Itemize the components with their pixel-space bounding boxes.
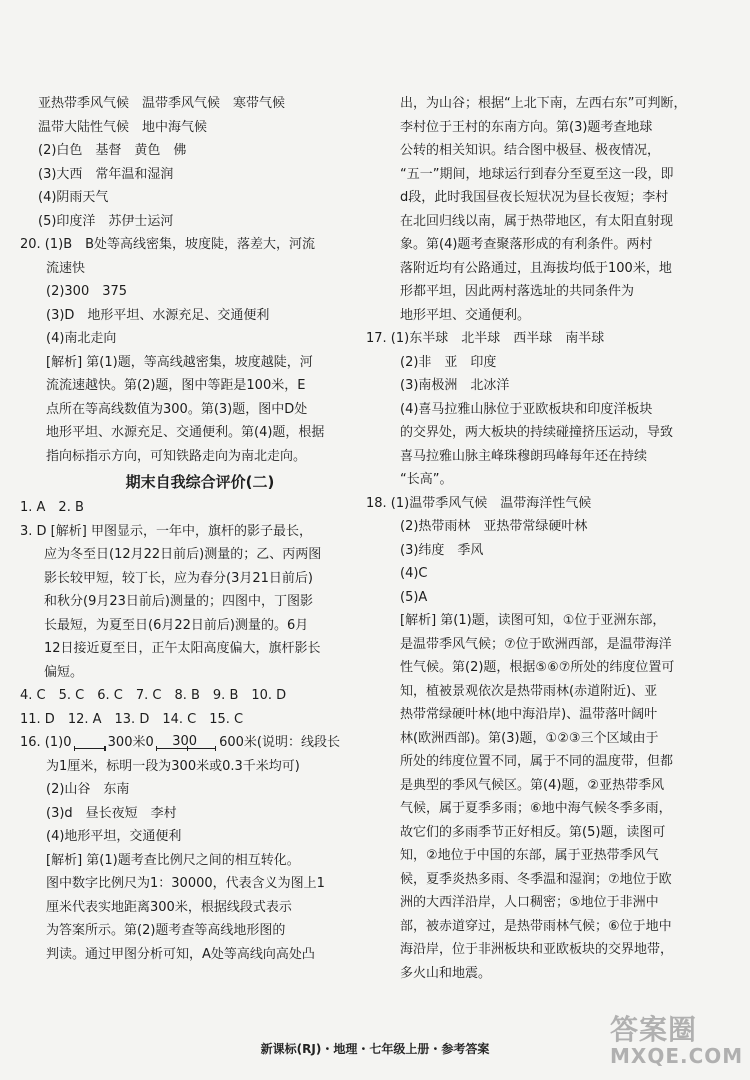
answer-line: (4)地形平坦，交通便利 <box>46 829 182 844</box>
analysis-line: 林(欧洲西部)。第(3)题，①②③三个区域由于 <box>400 730 659 746</box>
answer-line: (2)白色 基督 黄色 佛 <box>38 143 187 158</box>
answer-line: (2)热带雨林 亚热带常绿硬叶林 <box>400 519 588 534</box>
left-column <box>20 92 340 966</box>
answer-line: (3)大西 常年温和湿润 <box>38 166 174 182</box>
analysis-line: 洲的大西洋沿岸，人口稠密；⑤地位于非洲中 <box>400 895 659 910</box>
answer-line: (3)D 地形平坦、水源充足、交通便利 <box>46 307 270 323</box>
watermark-logo-text: 答案圈 <box>610 1013 698 1046</box>
analysis-line: 多火山和地震。 <box>400 965 492 981</box>
question-18-line: 18. (1)温带季风气候 温带海洋性气候 <box>366 495 592 511</box>
analysis-line: [解析] 第(1)题，读图可知，①位于亚洲东部， <box>400 613 666 628</box>
right-column <box>366 92 728 985</box>
answer-line: (4)C <box>400 566 428 581</box>
analysis-line: 图中数字比例尺为1：30000，代表含义为图上1 <box>46 876 325 891</box>
answer-line: 11. D 12. A 13. D 14. C 15. C <box>20 711 244 727</box>
scale-zero2-label: 0 <box>145 735 154 750</box>
answer-line: (3)d 昼长夜短 李村 <box>46 805 177 821</box>
answer-line: (2)非 亚 印度 <box>400 354 497 370</box>
analysis-line: 12日接近夏至日，正午太阳高度偏大，旗杆影长 <box>44 641 321 656</box>
analysis-line: 判读。通过甲图分析可知，A处等高线向高处凸 <box>46 946 315 962</box>
analysis-line: [解析] 第(1)题考查比例尺之间的相互转化。 <box>46 852 300 868</box>
analysis-line: 为答案所示。第(2)题考查等高线地形图的 <box>46 923 286 938</box>
section-title: 期末自我综合评价(二) <box>125 473 275 491</box>
numeric-scale-bar <box>74 737 106 749</box>
analysis-line: 故它们的多雨季节正好相反。第(5)题，读图可 <box>400 824 666 840</box>
answer-line: (2)山谷 东南 <box>46 782 130 797</box>
q16-prefix: 16. (1) <box>20 735 64 750</box>
watermark-url: MXQE.COM <box>610 1044 744 1068</box>
answer-line: 的交界处，两大板块的持续碰撞挤压运动，导致 <box>400 425 674 440</box>
answer-line: 为1厘米，标明一段为300米或0.3千米均可) <box>46 758 300 774</box>
scale-300-label: 300 <box>172 734 198 749</box>
analysis-line: 海沿岸，位于非洲板块和亚欧板块的交界地带， <box>400 942 674 957</box>
analysis-line: 指向标指示方向，可知铁路走向为南北走向。 <box>46 448 307 464</box>
page-footer: 新课标(RJ)・地理・七年级上册・参考答案 <box>260 1042 490 1056</box>
analysis-line: 长最短，为夏至日(6月22日前后)测量的。6月 <box>44 617 309 633</box>
analysis-line: 地形平坦、水源充足、交通便利。第(4)题，根据 <box>46 425 325 440</box>
analysis-line: 点所在等高线数值为300。第(3)题，图中D处 <box>46 401 308 417</box>
analysis-line: 是典型的季风气候区。第(4)题，②亚热带季风 <box>400 777 665 793</box>
answer-line: 1. A 2. B <box>20 500 84 515</box>
analysis-line: 地形平坦、交通便利。 <box>400 307 531 323</box>
analysis-line: 气候，属于夏季多雨；⑥地中海气候冬季多雨， <box>400 801 672 816</box>
analysis-line: 在北回归线以南，属于热带地区，有太阳直射现 <box>400 213 674 229</box>
answer-line: (4)南北走向 <box>46 331 117 346</box>
scale-end-label: 600米 <box>219 735 257 750</box>
analysis-line: 出，为山谷；根据“上北下南，左西右东”可判断， <box>400 96 687 111</box>
answer-line: (5)印度洋 苏伊士运河 <box>38 213 174 229</box>
question-16-scale-line <box>20 731 340 755</box>
answer-line: (4)喜马拉雅山脉位于亚欧板块和印度洋板块 <box>400 401 653 417</box>
analysis-line: 和秋分(9月23日前后)测量的；四图中，丁图影 <box>44 594 313 609</box>
answer-line: 温带大陆性气候 地中海气候 <box>38 119 208 135</box>
analysis-line: 李村位于王村的东南方向。第(3)题考查地球 <box>400 119 653 135</box>
scale-mid-label: 300米 <box>107 735 146 750</box>
question-20-line: 20. (1)B B处等高线密集，坡度陡，落差大，河流 <box>20 237 316 252</box>
analysis-line: 热带常绿硬叶林(地中海沿岸)、温带落叶阔叶 <box>400 707 658 722</box>
answer-line: (2)300 375 <box>46 284 128 299</box>
site-watermark <box>610 1008 744 1070</box>
analysis-line: 性气候。第(2)题，根据⑤⑥⑦所处的纬度位置可 <box>400 660 675 675</box>
analysis-line: 影长较甲短，较丁长，应为春分(3月21日前后) <box>44 570 313 586</box>
q16-suffix: (说明：线段长 <box>256 735 340 750</box>
answer-line: (3)纬度 季风 <box>400 542 484 558</box>
answer-line: “长高”。 <box>400 472 453 487</box>
analysis-line: d段，此时我国昼夜长短状况为昼长夜短；李村 <box>400 190 669 205</box>
analysis-line: 象。第(4)题考查聚落形成的有利条件。两村 <box>400 237 653 252</box>
analysis-line: 应为冬至日(12月22日前后)测量的；乙、丙两图 <box>44 547 322 562</box>
answer-line: 4. C 5. C 6. C 7. C 8. B 9. B 10. D <box>20 688 287 703</box>
analysis-line: 偏短。 <box>44 664 84 680</box>
scale-zero-label: 0 <box>63 735 72 750</box>
analysis-line: [解析] 第(1)题，等高线越密集，坡度越陡，河 <box>46 354 313 370</box>
analysis-line: 所处的纬度位置不同，属于不同的温度带，但都 <box>400 754 674 769</box>
answer-line: (3)南极洲 北冰洋 <box>400 378 510 393</box>
answer-line: 喜马拉雅山脉主峰珠穆朗玛峰每年还在持续 <box>400 448 648 464</box>
analysis-line: 部，被赤道穿过，是热带雨林气候；⑥位于地中 <box>400 918 672 934</box>
question-3-line: 3. D [解析] 甲图显示，一年中，旗杆的影子最长， <box>20 523 312 539</box>
analysis-line: 是温带季风气候；⑦位于欧洲西部，是温带海洋 <box>400 636 672 652</box>
analysis-line: 知，植被景观依次是热带雨林(赤道附近)、亚 <box>400 683 658 699</box>
answer-line: 流速快 <box>46 260 86 276</box>
analysis-line: 知，②地位于中国的东部，属于亚热带季风气 <box>400 848 659 863</box>
analysis-line: 候，夏季炎热多雨、冬季温和湿润；⑦地位于欧 <box>400 871 672 887</box>
analysis-line: 厘米代表实地距离300米，根据线段式表示 <box>46 899 292 915</box>
answer-line: (4)阴雨天气 <box>38 190 109 205</box>
analysis-line: “五一”期间，地球运行到春分至夏至这一段，即 <box>400 166 674 182</box>
left-lines-after <box>20 496 340 731</box>
answer-line: 亚热带季风气候 温带季风气候 寒带气候 <box>38 96 286 111</box>
analysis-line: 形都平坦，因此两村落选址的共同条件为 <box>400 284 635 299</box>
left-lines <box>20 92 340 468</box>
analysis-line: 落附近均有公路通过，且海拔均低于100米，地 <box>400 260 672 276</box>
analysis-line: 公转的相关知识。结合图中极昼、极夜情况， <box>400 143 661 158</box>
answer-line: (5)A <box>400 589 428 605</box>
analysis-line: 流流速越快。第(2)题，图中等距是100米，E <box>46 378 306 393</box>
question-17-line: 17. (1)东半球 北半球 西半球 南半球 <box>366 331 605 346</box>
left-lines-tail <box>20 755 340 967</box>
